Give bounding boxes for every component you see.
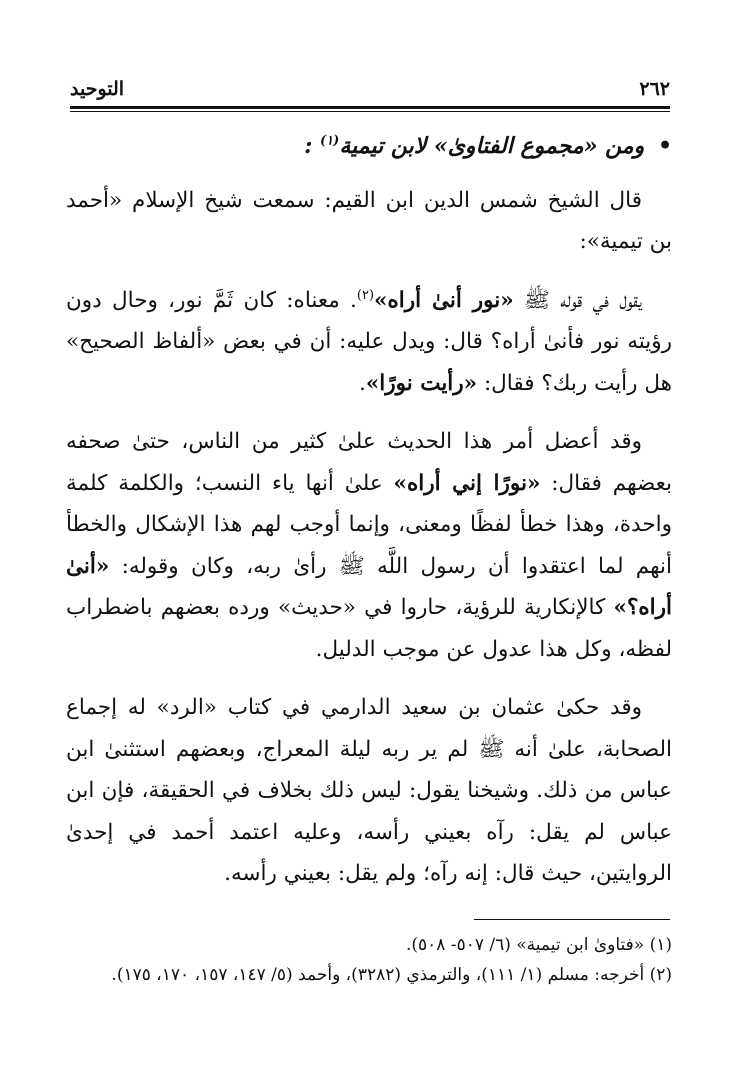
paragraph-3-part-c: كالإنكارية للرؤية، حاروا في «حديث» ورده بعضهم باضطراب لفظه، وكل هذا عدول عن موجب الدليل. [66, 595, 672, 662]
hadith-quote-2: «رأيت نورًا» [365, 370, 478, 396]
section-heading [66, 126, 672, 168]
header-rule-thick [70, 106, 670, 109]
paragraph-3-part-b: علىٰ أنها ياء النسب؛ والكلمة كلمة واحدة، وهذا خطأ لفظًا ومعنى، وإنما أوجب لهم هذا الإشكال والخطأ أنهم لما اعتقدوا أن رسول اللَّه ﷺ رأىٰ ربه، وكان وقوله: [66, 470, 672, 579]
paragraph-2-part-b: . معناه: كان ثَمَّ نور، وحال دون رؤيته نور فأنىٰ أراه؟ قال: ويدل عليه: أن في بعض «ألفاظ الصحيح» هل رأيت ربك؟ فقال: [66, 287, 672, 396]
header-rule-thin [70, 111, 670, 112]
section-heading-text: ومن «مجموع الفتاوىٰ» لابن تيمية [339, 133, 645, 159]
paragraph-2 [66, 280, 672, 405]
paragraph-2-part-a: يقول في قوله ﷺ [513, 287, 642, 313]
page-number: ٢٦٢ [639, 78, 670, 100]
footnote-separator [474, 919, 670, 920]
footnotes [66, 930, 672, 990]
main-text [66, 126, 672, 912]
paragraph-4: وقد حكىٰ عثمان بن سعيد الدارمي في كتاب «الرد» له إجماع الصحابة، علىٰ أنه ﷺ لم ير ربه ليلة المعراج، وبعضهم استثنىٰ ابن عباس من ذلك. وشيخنا يقول: ليس ذلك بخلاف في الحقيقة، فإن ابن عباس لم يقل: رآه بعيني رأسه، وعليه اعتمد أحمد في إحدىٰ الروايتين، حيث قال: إنه رآه؛ ولم يقل: بعيني رأسه. [66, 695, 672, 886]
footnote-ref-1: (١) [320, 133, 340, 149]
footnote-2: (٢) أخرجه: مسلم (١/ ١١١)، والترمذي (٣٢٨٢)، وأحمد (٥/ ١٤٧، ١٥٧، ١٧٠، ١٧٥). [111, 965, 672, 985]
section-heading-colon: : [304, 133, 313, 159]
paragraph-2-part-c: . [359, 370, 366, 396]
running-title: التوحيد [70, 78, 125, 100]
footnote-1: (١) «فتاوىٰ ابن تيمية» (٦/ ٥٠٧- ٥٠٨). [405, 935, 672, 955]
hadith-quote-3: «نورًا إني أراه» [393, 470, 541, 496]
paragraph-3 [66, 421, 672, 670]
hadith-quote-1: «نور أنىٰ أراه» [374, 287, 514, 313]
footnote-ref-2: (٢) [356, 287, 375, 303]
hadith-quote-4: «أنىٰ أراه؟» [66, 553, 672, 620]
page-header [70, 66, 670, 100]
paragraph-1: قال الشيخ شمس الدين ابن القيم: سمعت شيخ الإسلام «أحمد بن تيمية»: [66, 187, 672, 254]
bullet-icon: • [657, 133, 672, 159]
paragraph-3-part-a: وقد أعضل أمر هذا الحديث علىٰ كثير من الناس، حتىٰ صحفه بعضهم فقال: [66, 429, 672, 496]
